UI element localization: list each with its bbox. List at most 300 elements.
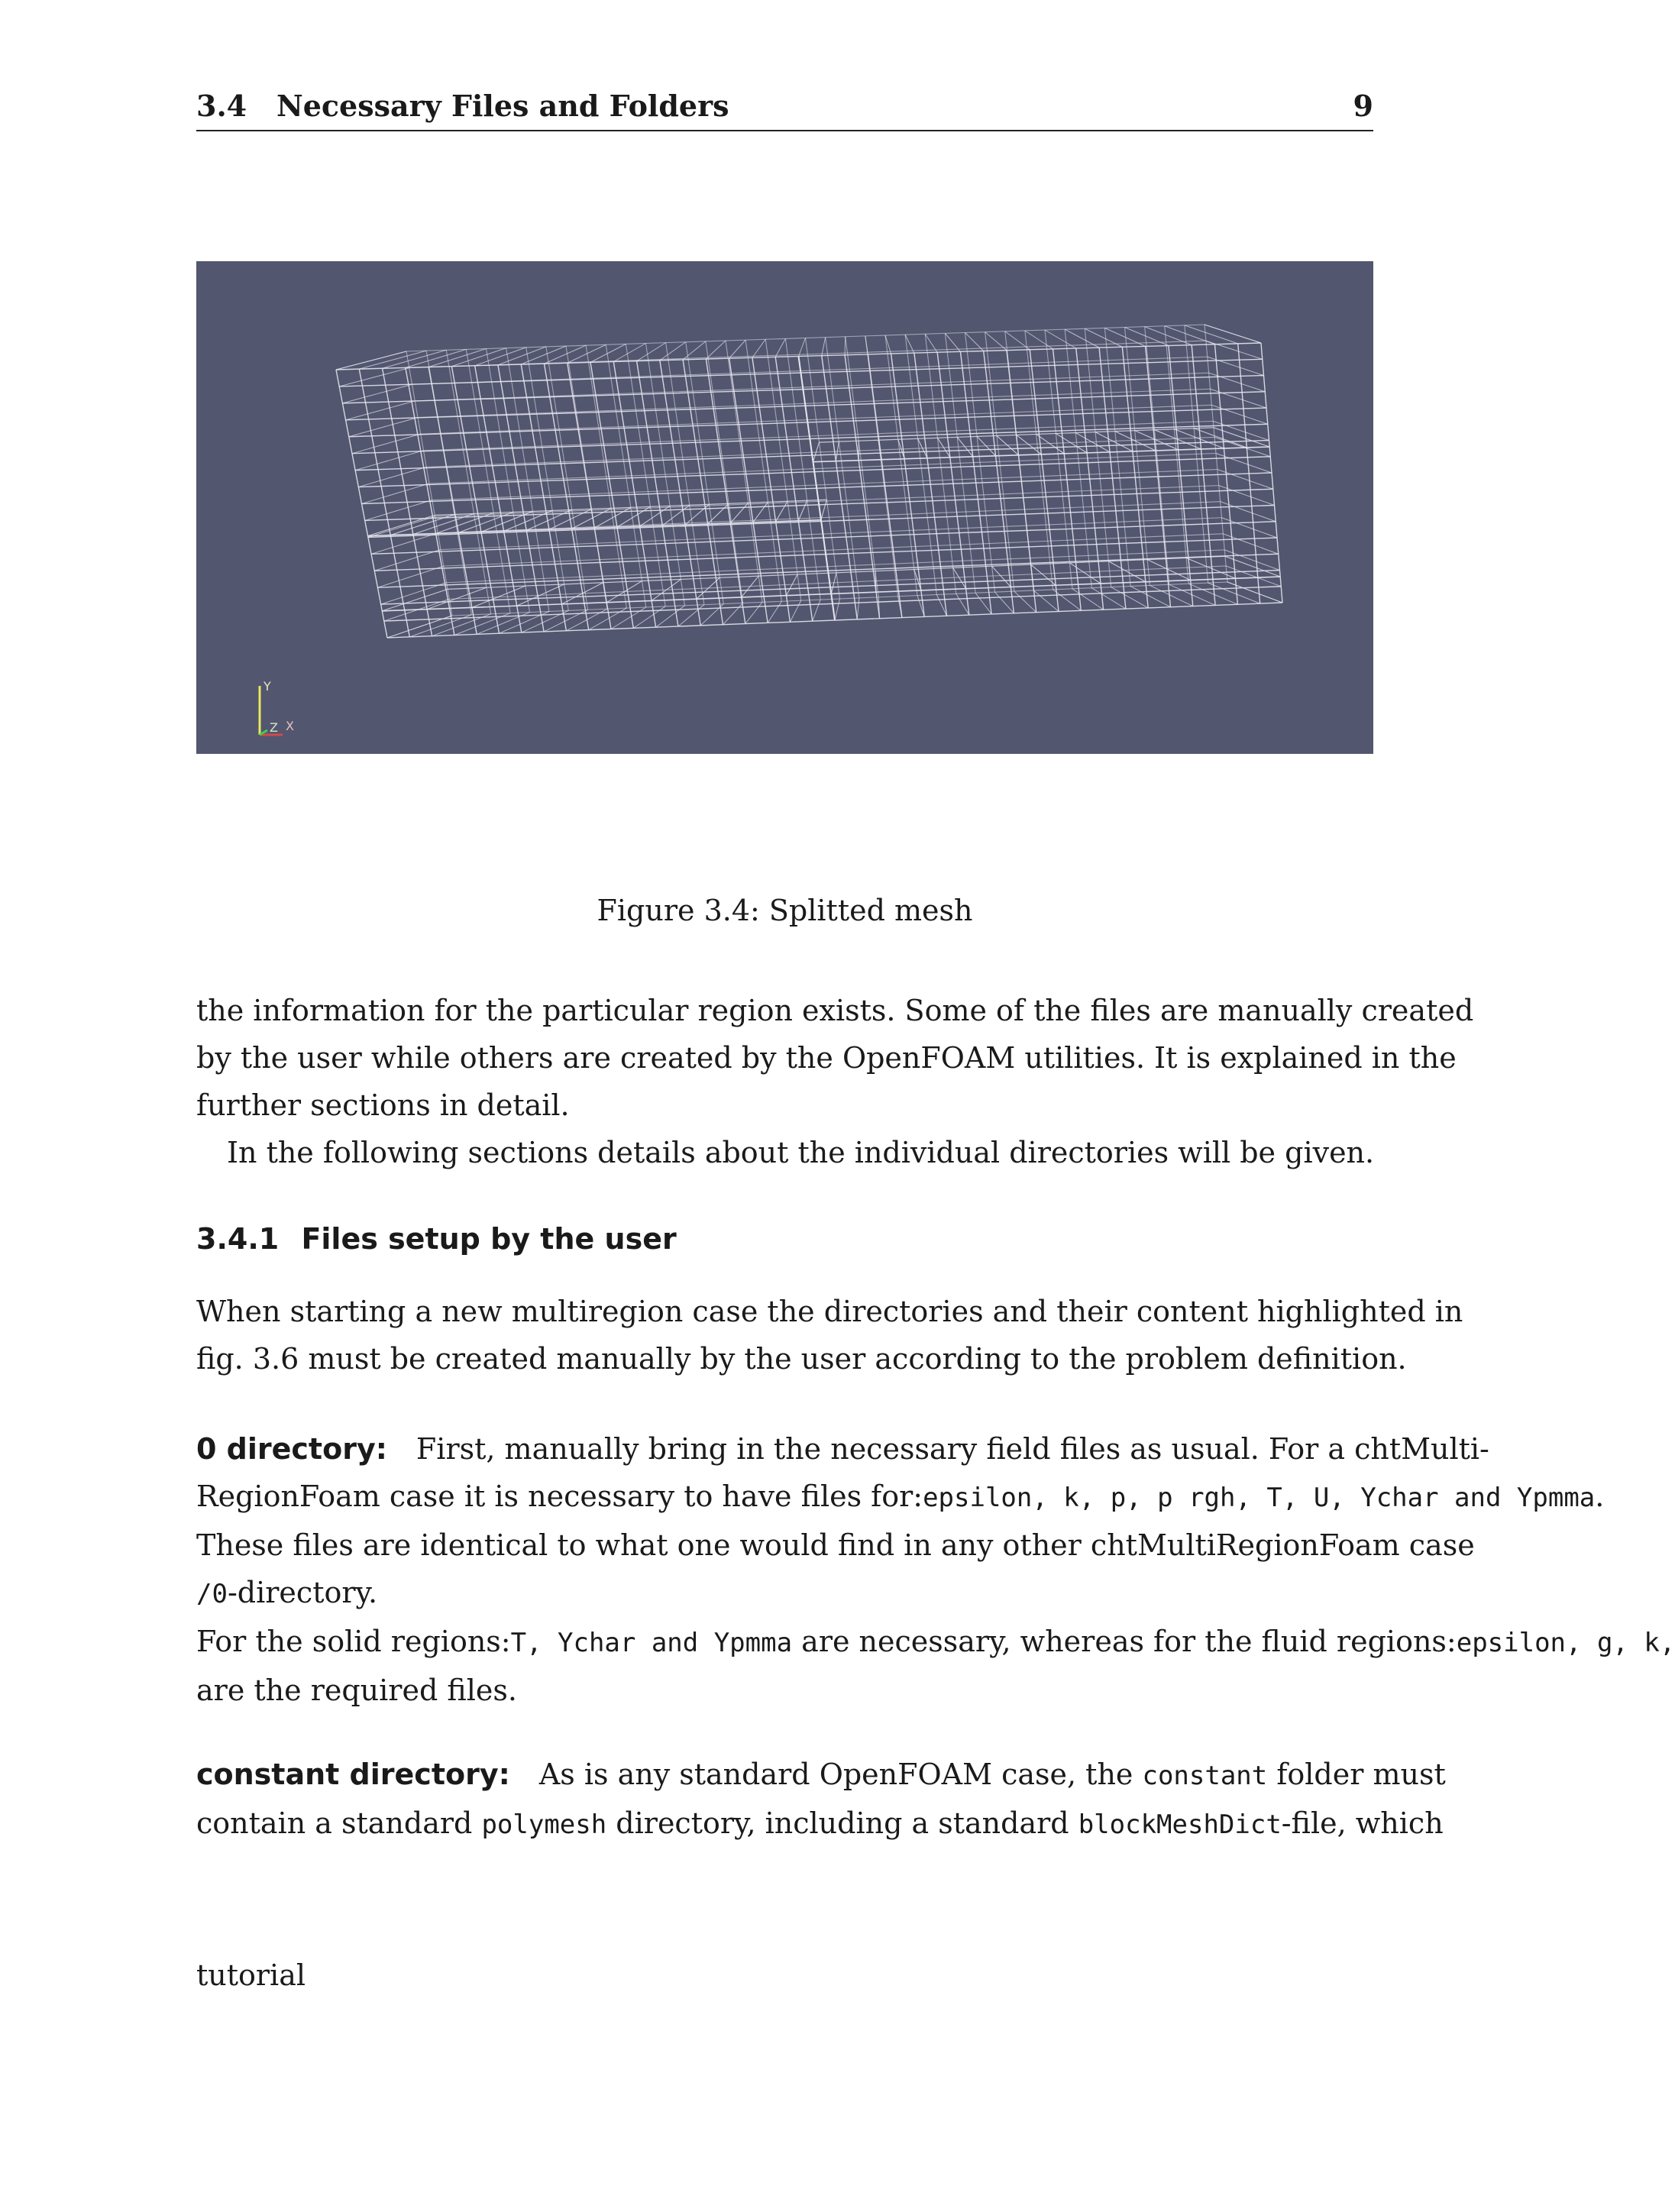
mesh-line bbox=[940, 602, 942, 606]
mesh-line bbox=[825, 338, 826, 341]
mesh-line bbox=[1088, 600, 1093, 603]
mesh-line bbox=[956, 593, 959, 597]
mesh-line bbox=[1082, 338, 1088, 341]
mesh-line bbox=[1030, 334, 1034, 337]
mesh-line bbox=[1234, 593, 1243, 597]
text-line bbox=[196, 1569, 1373, 1618]
mesh-line bbox=[962, 604, 965, 608]
mesh-line bbox=[1272, 583, 1281, 586]
mesh-line bbox=[1017, 341, 1021, 344]
text-line: When starting a new multiregion case the directories and their content highlighted in bbox=[196, 1295, 1463, 1328]
mesh-line bbox=[606, 581, 642, 603]
mesh-line bbox=[755, 351, 757, 354]
mesh-line bbox=[1221, 502, 1230, 505]
mesh-line bbox=[960, 601, 962, 605]
mesh-line bbox=[398, 437, 409, 440]
text-run: contain a standard bbox=[196, 1806, 482, 1840]
subsection-heading bbox=[196, 1222, 677, 1256]
mesh-line bbox=[373, 497, 384, 500]
mesh-line bbox=[1253, 356, 1262, 359]
running-head bbox=[196, 86, 1373, 131]
mesh-line bbox=[1245, 369, 1254, 372]
mesh-line bbox=[573, 623, 580, 627]
mesh-line bbox=[1111, 331, 1118, 334]
mesh-line bbox=[1240, 525, 1250, 528]
mesh-line bbox=[1072, 589, 1078, 593]
mesh-line bbox=[821, 500, 826, 519]
mesh-line bbox=[1243, 557, 1252, 560]
mesh-line bbox=[1229, 396, 1238, 399]
text-line: In the following sections details about the individual directories will be given. bbox=[227, 1136, 1375, 1169]
mesh-line bbox=[956, 345, 958, 348]
mesh-line bbox=[392, 597, 403, 601]
code-solid-fields: T, Ychar and Ypmma bbox=[510, 1628, 793, 1658]
mesh-line bbox=[398, 630, 409, 634]
paragraph-zero-directory bbox=[196, 1425, 1675, 1714]
mesh-line bbox=[392, 404, 403, 407]
mesh-line bbox=[981, 600, 983, 604]
mesh-line bbox=[1076, 335, 1082, 338]
mesh-line bbox=[448, 358, 458, 361]
mesh-line bbox=[930, 340, 932, 343]
mesh-line bbox=[1009, 335, 1013, 338]
mesh-line bbox=[1132, 331, 1140, 334]
mesh-line bbox=[1004, 603, 1007, 606]
mesh-line bbox=[1094, 344, 1099, 348]
mesh-line bbox=[441, 518, 1222, 550]
mesh-line bbox=[671, 613, 675, 616]
mesh-line bbox=[1273, 600, 1282, 603]
text-run: directory, including a standard bbox=[606, 1806, 1078, 1840]
mesh-line bbox=[1056, 336, 1061, 339]
text-line: further sections in detail. bbox=[196, 1088, 570, 1122]
mesh-line bbox=[1250, 434, 1259, 437]
mesh-line bbox=[1150, 597, 1157, 600]
mesh-line bbox=[1165, 326, 1173, 329]
mesh-line bbox=[537, 622, 545, 626]
mesh-line bbox=[975, 593, 978, 597]
mesh-line bbox=[737, 346, 740, 349]
mesh-line bbox=[933, 346, 936, 349]
text-line: the information for the particular region exists. Some of the files are manually created bbox=[196, 994, 1474, 1027]
mesh-line bbox=[1229, 341, 1238, 344]
mesh-line bbox=[690, 351, 694, 354]
mesh-line bbox=[730, 503, 748, 523]
mesh-line bbox=[733, 610, 736, 614]
mesh-line bbox=[536, 355, 544, 358]
mesh-line bbox=[529, 358, 536, 361]
mesh-line bbox=[1046, 601, 1050, 605]
mesh-line bbox=[1120, 605, 1125, 609]
text-line: are the required files. bbox=[196, 1674, 517, 1707]
mesh-line bbox=[1270, 567, 1279, 570]
mesh-line bbox=[798, 500, 807, 521]
mesh-line bbox=[1261, 454, 1270, 457]
text-line bbox=[196, 1473, 1605, 1522]
mesh-line bbox=[614, 347, 620, 350]
mesh-line bbox=[819, 600, 820, 603]
mesh-line bbox=[419, 553, 429, 557]
mesh-line bbox=[597, 356, 603, 359]
mesh-line bbox=[1252, 340, 1261, 343]
mesh-line bbox=[1145, 327, 1153, 330]
mesh-line bbox=[370, 363, 382, 366]
mesh-line bbox=[1263, 470, 1272, 473]
mesh-line bbox=[802, 344, 804, 348]
zero-directory-heading: 0 directory: bbox=[196, 1432, 387, 1466]
mesh-line bbox=[1091, 331, 1097, 335]
mesh-line bbox=[467, 352, 477, 355]
mesh-line bbox=[761, 342, 763, 345]
mesh-line bbox=[587, 616, 593, 620]
mesh-line bbox=[816, 606, 818, 610]
mesh-line bbox=[381, 477, 393, 480]
mesh-line bbox=[1164, 603, 1171, 607]
mesh-line bbox=[458, 355, 467, 358]
mesh-line bbox=[889, 348, 890, 351]
mesh-line bbox=[354, 397, 366, 400]
mesh-line bbox=[1001, 599, 1004, 603]
mesh-line bbox=[1050, 333, 1056, 336]
mesh-line bbox=[927, 337, 930, 340]
mesh-line bbox=[545, 618, 553, 622]
mesh-line bbox=[372, 427, 383, 430]
mesh-line bbox=[441, 623, 451, 626]
mesh-line bbox=[1233, 334, 1242, 337]
mesh-line bbox=[1109, 598, 1114, 602]
mesh-line bbox=[1259, 421, 1268, 424]
mesh-line bbox=[420, 629, 431, 633]
mesh-line bbox=[1242, 541, 1251, 544]
mesh-line bbox=[517, 584, 564, 606]
mesh-line bbox=[369, 410, 380, 413]
mesh-line bbox=[917, 596, 919, 600]
mesh-line bbox=[1207, 341, 1215, 344]
mesh-line bbox=[1014, 591, 1018, 595]
mesh-line bbox=[943, 609, 945, 613]
mesh-line bbox=[430, 626, 441, 629]
mesh-line bbox=[396, 560, 407, 564]
mesh-line bbox=[911, 347, 913, 350]
mesh-line bbox=[1118, 334, 1125, 337]
mesh-line bbox=[1007, 606, 1010, 610]
mesh-line bbox=[1209, 373, 1218, 376]
mesh-line bbox=[1265, 502, 1274, 505]
mesh-line bbox=[1130, 597, 1136, 601]
mesh-line bbox=[1111, 587, 1117, 591]
mesh-line bbox=[387, 510, 399, 513]
mesh-line bbox=[1029, 605, 1033, 609]
mesh-line bbox=[1190, 335, 1198, 338]
mesh-line bbox=[1042, 597, 1046, 601]
text-line: These files are identical to what one would find in any other chtMultiRegionFoam case bbox=[196, 1528, 1475, 1562]
mesh-line bbox=[407, 487, 419, 490]
mesh-line bbox=[1045, 330, 1050, 333]
mesh-line bbox=[551, 624, 559, 628]
text-run: First, manually bring in the necessary field files as usual. For a chtMulti- bbox=[416, 1432, 1489, 1466]
mesh-line bbox=[1168, 336, 1175, 339]
mesh-line bbox=[740, 343, 743, 346]
mesh-line bbox=[403, 593, 413, 597]
mesh-line bbox=[986, 607, 988, 611]
footer-text: tutorial bbox=[196, 1958, 306, 1992]
mesh-line bbox=[698, 344, 702, 348]
mesh-line bbox=[867, 348, 868, 351]
text-run: As is any standard OpenFOAM case, the bbox=[538, 1758, 1143, 1791]
mesh-line bbox=[642, 355, 646, 358]
mesh-line bbox=[639, 621, 644, 625]
mesh-line bbox=[1257, 405, 1266, 408]
mesh-line bbox=[1114, 602, 1120, 606]
mesh-line bbox=[644, 617, 649, 621]
mesh-line bbox=[395, 351, 406, 354]
mesh-line bbox=[441, 629, 451, 632]
mesh-line bbox=[1194, 328, 1203, 331]
mesh-line bbox=[708, 615, 712, 619]
mesh-line bbox=[401, 454, 412, 457]
mesh-line bbox=[1225, 347, 1234, 350]
mesh-line bbox=[494, 623, 503, 627]
mesh-line bbox=[1161, 343, 1169, 346]
mesh-line bbox=[1130, 587, 1137, 590]
constant-directory-heading: constant directory: bbox=[196, 1758, 510, 1791]
mesh-line bbox=[866, 342, 867, 345]
mesh-line bbox=[376, 514, 387, 517]
mesh-line bbox=[754, 610, 757, 613]
y-axis-label: Y bbox=[264, 679, 271, 694]
mesh-line bbox=[1266, 518, 1276, 521]
mesh-line bbox=[393, 362, 404, 365]
mesh-line bbox=[1208, 357, 1217, 360]
mesh-line bbox=[451, 619, 461, 623]
mesh-line bbox=[920, 603, 921, 606]
mesh-line bbox=[1256, 499, 1265, 502]
mesh-line bbox=[1243, 353, 1253, 356]
mesh-line bbox=[483, 620, 492, 624]
paragraph-manual-setup bbox=[196, 1288, 1463, 1382]
mesh-line bbox=[1108, 561, 1146, 582]
mesh-line bbox=[1242, 337, 1251, 340]
x-axis-label: X bbox=[286, 719, 294, 733]
mesh-line bbox=[435, 500, 826, 515]
mesh-line bbox=[782, 341, 784, 344]
mesh-line bbox=[804, 341, 805, 344]
mesh-line bbox=[1259, 437, 1269, 440]
mesh-line bbox=[622, 618, 629, 622]
mesh-line bbox=[431, 619, 441, 623]
mesh-line bbox=[414, 590, 425, 593]
mesh-line bbox=[427, 587, 487, 609]
mesh-line bbox=[710, 353, 713, 356]
mesh-line bbox=[574, 357, 580, 360]
mesh-line bbox=[411, 573, 422, 577]
mesh-line bbox=[580, 620, 587, 624]
mesh-line bbox=[992, 566, 1011, 587]
mesh-figure bbox=[196, 261, 1373, 754]
mesh-line bbox=[473, 624, 482, 628]
mesh-line bbox=[1254, 483, 1263, 486]
code-blockmeshdict: blockMeshDict bbox=[1078, 1809, 1282, 1840]
mesh-line bbox=[1226, 363, 1235, 366]
mesh-line bbox=[389, 580, 399, 584]
mesh-line bbox=[1243, 597, 1251, 600]
mesh-line bbox=[1208, 602, 1215, 606]
mesh-line bbox=[1230, 601, 1238, 605]
mesh-line bbox=[1142, 604, 1148, 608]
mesh-line bbox=[461, 621, 471, 625]
text-run: . bbox=[1595, 1480, 1605, 1513]
mesh-line bbox=[1200, 598, 1208, 602]
mesh-line bbox=[749, 616, 752, 620]
mesh-line bbox=[413, 513, 474, 534]
mesh-line bbox=[1053, 590, 1058, 593]
mesh-line bbox=[389, 387, 400, 390]
mesh-line bbox=[995, 592, 998, 596]
mesh-line bbox=[1213, 421, 1222, 424]
mesh-line bbox=[968, 336, 972, 339]
mesh-line bbox=[1164, 592, 1171, 596]
mesh-line bbox=[409, 627, 419, 631]
mesh-line bbox=[899, 600, 900, 603]
mesh-line bbox=[382, 360, 393, 363]
mesh-line bbox=[988, 335, 992, 338]
figure-caption: Figure 3.4: Splitted mesh bbox=[597, 894, 973, 927]
mesh-line bbox=[779, 601, 781, 605]
mesh-line bbox=[395, 421, 406, 424]
subsection-number: 3.4.1 bbox=[196, 1222, 280, 1256]
mesh-line bbox=[1211, 389, 1220, 392]
mesh-line bbox=[383, 354, 394, 357]
header-section-title: Necessary Files and Folders bbox=[276, 89, 729, 123]
mesh-line bbox=[594, 507, 631, 528]
mesh-line bbox=[1206, 341, 1215, 344]
mesh-line bbox=[595, 623, 601, 626]
mesh-line bbox=[1225, 590, 1234, 593]
mesh-line bbox=[416, 361, 425, 364]
paragraph-region-info bbox=[196, 987, 1474, 1176]
mesh-line bbox=[479, 354, 488, 357]
mesh-line bbox=[530, 350, 538, 353]
mesh-line bbox=[1150, 585, 1157, 589]
mesh-line bbox=[1179, 600, 1185, 603]
mesh-line bbox=[1246, 589, 1255, 593]
mesh-line bbox=[1160, 333, 1168, 336]
mesh-line bbox=[472, 586, 525, 607]
mesh-line bbox=[404, 354, 416, 357]
mesh-line bbox=[1136, 601, 1142, 605]
mesh-line bbox=[1153, 330, 1160, 333]
mesh-line bbox=[1085, 328, 1091, 331]
mesh-line bbox=[378, 461, 390, 464]
mesh-line bbox=[1157, 600, 1164, 604]
mesh-line bbox=[972, 339, 975, 342]
mesh-line bbox=[865, 336, 866, 339]
mesh-line bbox=[1069, 563, 1101, 584]
mesh-line bbox=[406, 610, 416, 614]
mesh-line bbox=[1236, 476, 1245, 479]
mesh-line bbox=[1072, 603, 1076, 607]
mesh-line bbox=[729, 614, 732, 618]
text-run: are necessary, whereas for the fluid regions: bbox=[792, 1625, 1457, 1658]
mesh-line bbox=[1104, 328, 1111, 331]
mesh-line bbox=[566, 617, 574, 621]
mesh-line bbox=[551, 349, 558, 352]
mesh-line bbox=[837, 606, 838, 610]
mesh-line bbox=[694, 348, 698, 351]
mesh-line bbox=[774, 609, 777, 613]
mesh-line bbox=[726, 617, 729, 621]
mesh-line bbox=[996, 341, 1000, 344]
mesh-line bbox=[753, 502, 768, 522]
mesh-line bbox=[1034, 337, 1039, 340]
mesh-line bbox=[1237, 492, 1247, 495]
mesh-line bbox=[1252, 450, 1261, 453]
text-run: -directory. bbox=[227, 1576, 378, 1609]
mesh-line bbox=[1268, 535, 1277, 538]
mesh-line bbox=[572, 348, 579, 351]
mesh-line bbox=[1185, 325, 1194, 328]
mesh-line bbox=[1247, 386, 1256, 389]
mesh-line bbox=[1211, 405, 1221, 408]
mesh-line bbox=[952, 342, 955, 345]
mesh-line bbox=[608, 350, 614, 353]
mesh-line bbox=[364, 447, 375, 450]
mesh-line bbox=[823, 344, 824, 347]
mesh-line bbox=[1216, 454, 1225, 457]
mesh-line bbox=[772, 612, 774, 616]
mesh-line bbox=[635, 347, 640, 350]
mesh-wireframe bbox=[196, 261, 1373, 754]
mesh-line bbox=[617, 506, 651, 527]
mesh-line bbox=[794, 611, 795, 615]
mesh-line bbox=[1248, 402, 1257, 405]
mesh-line bbox=[403, 359, 414, 362]
mesh-line bbox=[888, 344, 889, 348]
mesh-line bbox=[1224, 331, 1233, 334]
mesh-line bbox=[1067, 600, 1072, 604]
mesh-line bbox=[1039, 340, 1043, 343]
mesh-line bbox=[691, 612, 696, 616]
mesh-line bbox=[831, 573, 836, 594]
mesh-line bbox=[509, 351, 517, 354]
mesh-line bbox=[1146, 337, 1154, 340]
text-run: For the solid regions: bbox=[196, 1625, 511, 1658]
mesh-line bbox=[408, 557, 419, 561]
mesh-line bbox=[1172, 596, 1179, 600]
mesh-line bbox=[1264, 486, 1273, 489]
mesh-line bbox=[393, 544, 405, 548]
mesh-line bbox=[1083, 596, 1088, 600]
mesh-line bbox=[1091, 588, 1097, 592]
mesh-line bbox=[464, 628, 473, 632]
mesh-line bbox=[1125, 328, 1133, 331]
mesh-line bbox=[1110, 341, 1116, 344]
code-field-list: epsilon, k, p, p rgh, T, U, Ychar and Ypmma bbox=[923, 1483, 1596, 1513]
mesh-line bbox=[770, 616, 772, 619]
mesh-line bbox=[383, 547, 394, 551]
mesh-line bbox=[1060, 339, 1065, 342]
mesh-line bbox=[815, 610, 816, 614]
mesh-line bbox=[1225, 556, 1280, 577]
mesh-line bbox=[386, 564, 396, 568]
mesh-line bbox=[561, 583, 603, 604]
mesh-line bbox=[1232, 428, 1241, 431]
mesh-line bbox=[776, 501, 787, 522]
mesh-line bbox=[492, 357, 500, 360]
mesh-line bbox=[1264, 596, 1273, 600]
mesh-line bbox=[1192, 595, 1200, 599]
mesh-line bbox=[1169, 584, 1177, 588]
